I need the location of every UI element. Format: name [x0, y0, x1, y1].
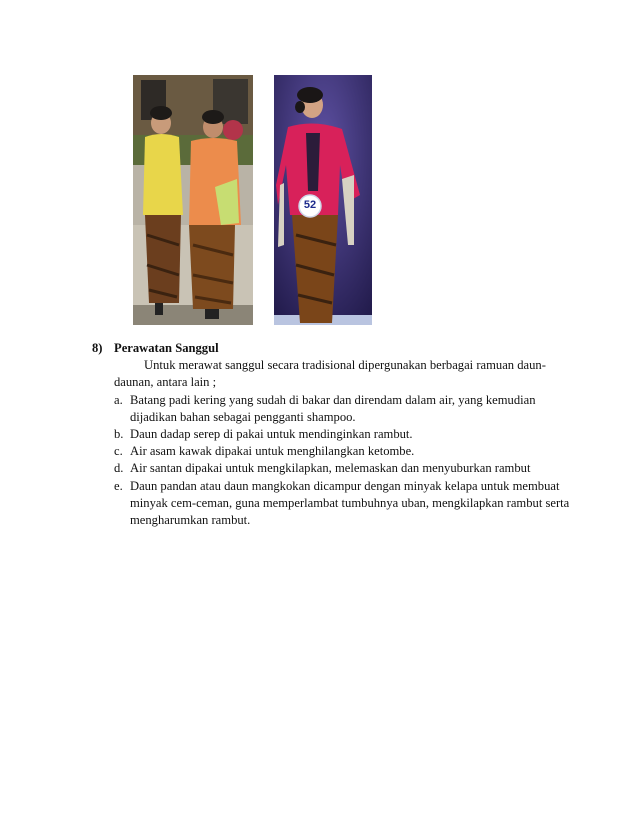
- section-number: 8): [92, 341, 103, 355]
- section-heading: [92, 340, 572, 357]
- list-item: [114, 426, 572, 443]
- list-text: Daun pandan atau daun mangkokan dicampur dengan minyak kelapa untuk membuat minyak cem-ceman, guna memperlambat tumbuhnya uban, mengkilapkan rambut serta mengharumkan rambut.: [130, 478, 570, 528]
- list-text: Batang padi kering yang sudah di bakar dan direndam dalam air, yang kemudian dijadikan bahan sebagai pengganti shampoo.: [130, 392, 536, 424]
- list-item: [114, 460, 572, 477]
- list-marker: e.: [114, 478, 123, 493]
- contestant-number-badge: 52: [303, 199, 317, 211]
- list-item: [114, 392, 572, 426]
- section-perawatan-sanggul: [92, 340, 572, 529]
- list-marker: d.: [114, 461, 124, 476]
- list-text: Daun dadap serep di pakai untuk mendinginkan rambut.: [130, 427, 413, 442]
- list-marker: b.: [114, 427, 124, 442]
- list-item: [114, 478, 572, 530]
- list-marker: a.: [114, 392, 123, 407]
- list-marker: c.: [114, 444, 123, 459]
- list-item: [114, 443, 572, 460]
- photo-woman-red-kebaya: [274, 75, 372, 325]
- list-text: Air asam kawak dipakai untuk menghilangkan ketombe.: [130, 444, 415, 459]
- ingredient-list: [114, 392, 572, 530]
- list-text: Air santan dipakai untuk mengkilapkan, melemaskan dan menyuburkan rambut: [130, 461, 531, 476]
- section-title: Perawatan Sanggul: [114, 341, 219, 355]
- photo-two-women-kebaya: [133, 75, 253, 325]
- section-intro: Untuk merawat sanggul secara tradisional dipergunakan berbagai ramuan daun-daunan, antara lain ;: [114, 358, 546, 390]
